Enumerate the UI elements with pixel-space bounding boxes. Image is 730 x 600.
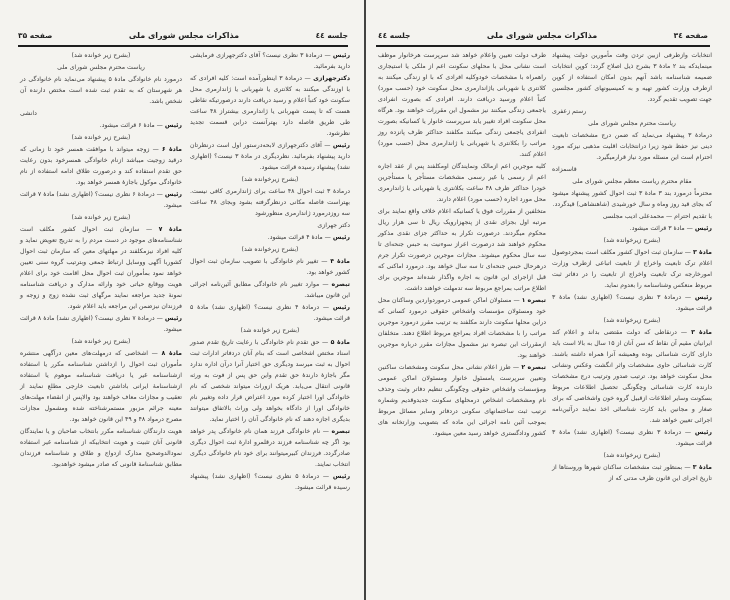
paragraph-text: — مادهٔ ۴ قرائت میشود. [267,234,333,241]
centered-note [552,118,712,129]
paragraph-text: درمورد نام خانوادگی مادهٔ ۵ پیشنهاد می‌نماید نام خانوادگی در هر شهرستان که به تقدم ثبت شده است مختص دارنده آن شخص باشد. [20,76,182,105]
paragraph-text: — موارد تغییر نام خانوادگی مطابق آئین‌نامه اجرائی این قانون میباشد. [190,281,350,299]
paragraph-with-heading [378,362,546,439]
paragraph [552,106,712,117]
paragraph-text: — حق تقدم نام خانوادگی با رعایت تاریخ تقدم صدور اسناد مختص اشخاصی است که بنام آنان دردفاتر ادارات ثبت احوال به ثبت میرسد ودیگری حق اختیار آنرا درآن اداره ندارد مگر باجازهٔ دارندهٔ حق تقدم واین حق پس از فوت به ورثه قانونی انتقال می‌یابد. هریک ازوراث میتواند شخصی که نام خانوادگی اورا اختیار کرده مورد اعتراض قرار داده وتغییر نام خانوادگی اورا از دادگاه بخواهد ولی وراث بالاتفاق میتوانند بدیگری اجازه دهند که نام خانوادگی آنان را اختیار نماید. [190,339,350,423]
paragraph-text: — زوجه میتواند با موافقت همسر خود تا زمانی که درقید زوجیت میباشد ازنام خانوادگی همسرخود بدون رعایت حق تقدم استفاده کند و درصورت طلاق ادامه استفاده از نام خانوادگی موکول باجازهٔ همسر خواهد بود. [20,146,182,186]
paragraph-heading: رئیس [332,52,351,59]
paragraph-with-heading [190,73,350,139]
paragraph-text: (بشرح زیرخوانده شد) [603,237,661,244]
paragraph-heading: رئیس [164,122,182,129]
paragraph-with-heading [378,295,546,361]
paragraph-text: دکتر جهرازی [317,222,350,229]
paragraph-text: رستم زعفری [552,108,587,115]
centered-note [20,336,182,347]
paragraph-text: — درمادهٔ ۴ نظری نیست؟ (اظهاری نشد) مادهٔ ۵ قرائت میشود. [190,304,350,322]
paragraph-with-heading [20,189,182,211]
paragraph-text: محترماً درمورد بند ۳ مادهٔ ۳ ثبت احوال کشور پیشنهاد میشود که بجای قید روز وماه و سال خورشیدی (شاهنشاهی) قیدگردد. [552,190,712,208]
paragraph-text: (بشرح زیرخوانده شد) [603,317,661,324]
right-page-left-column [378,50,546,440]
paragraph-heading: مادهٔ ۳ [692,464,712,471]
header-rule [18,45,348,47]
centered-note [20,50,182,61]
paragraph-text: — درنقاطی که دولت مقتضی بداند و اعلام کند ایرانیان مقیم آن نقاط که سن آنان از ۱۵ سال به بالا است باید دارای کارت شناسائی بوده وهمیشه آنرا همراه داشته باشند. کارت شناسائی حاوی مشخصات واثر انگشت وعکس ونشانی محل سکونت خواهد بود. ترتیب صدور وترتیب درج مشخصات دارنده کارت شناسائی وچگونگی تحصیل اطلاعات مربوط بسکونت وسایر اطلاعات ازقبیل گروه خون واشخاصی که برای صغار و مجانین باید کارت شناسائی اخذ نمایند درآئین‌نامه اجرائی تعیین خواهد شد. [552,329,712,424]
paragraph-text: — درمادهٔ ۳ نظری نیست؟ (اظهاری نشد) مادهٔ ۳ قرائت میشود. [552,429,712,447]
paragraph-heading: تبصره ۱ [521,297,546,304]
paragraph-heading: مادهٔ ۴ [330,258,351,265]
paragraph-text: (بشرح زیر خوانده شد) [71,214,131,221]
paragraph-with-heading [190,232,350,243]
left-page-left-column [20,50,182,471]
paragraph [552,211,712,222]
paragraph-text: — سازمان ثبت احوال کشور مکلف است بمجردوصول اعلام ترک تابعیت واخراج از تابعیت اتباعی ازطرف وزارت امورخارجه ترک تابعیت واخراج از تابعیت را در دفاتر ثبت مربوط منعکس وشناسنامه را بعدوم نماید. [552,249,712,289]
paragraph-text: هویت دارندگان شناسنامه مکرر بانتخاب صاحبان و یا نمایندگان قانونی آنان تثبیت و هویت انتخابیکه از شناسنامه غیر استفاده نمودالدوصحیح مدارک ازدواج و طلاق و شناسنامه فرزندان مطابق شناسنامهٔ قانونی که صادر میشود خواهدبود. [20,428,182,468]
paragraph-with-heading [552,462,712,484]
paragraph-with-heading [552,327,712,426]
centered-note [20,212,182,223]
paragraph-with-heading [190,302,350,324]
page-number: صفحه ۳۵ [18,30,53,40]
paragraph-heading: مادهٔ ۶ [161,146,182,153]
paragraph-heading: دکترجهرازی [313,75,351,82]
paragraph [378,161,546,205]
paragraph-text: دانشی [20,110,37,117]
paragraph-with-heading [190,140,350,173]
right-page-header [378,27,708,43]
session-label: جلسه ٤٤ [315,30,348,40]
paragraph-with-heading [20,224,182,312]
centered-note [20,132,182,143]
paragraph [20,108,182,119]
paragraph-text: طرف دولت تعیین واعلام خواهد شد سرپرست هرخانوار موظف است نشانی محل با محلهای سکونت اعم از ملکی یا استیجاری راهمراه با مشخصات خودوکلیه افرادی که با او زندگی میکنند به کلانتری یا شهربانی یاژاندارمری محل سکونت خود (حسب مورد) کتباً اعلام ورسید دریافت دارند. افرادی که بصورت انفرادی یاجمعی زندگی میکنند نیز مشمول این مقررات خواهند بود. هرگاه محل سکونت افراد تغییر یابد سرپرست خانوار یا کسانیکه بصورت انفرادی یاجمعی زندگی میکنند مکلفند حداکثر ظرف پانزده روز مراتب را بکلانتری یا شهربانی یا ژاندارمری محل (حسب مورد) اعلام کنند. [378,52,546,158]
paragraph-text: — مسئولان اماکن عمومی درموردواردین وساکنان محل خود ومسئولان مؤسسات واشخاص حقوقی درمورد کسانی که دراین محلها سکونت دارند مکلفند به ترتیب مقرر درمورد موجرین مراتب را با مشخصات افراد بمراجع مربوط اطلاع دهند. متخلفان ازمقررات این تبصره نیز مشمول مجازات مقرر درباره موجرین خواهند بود. [377,297,546,359]
paragraph-heading: رئیس [164,191,182,198]
paragraph-heading: تبصره [331,428,350,435]
paragraph-heading: رئیس [694,429,712,436]
paragraph-with-heading [190,426,350,470]
left-page-right-column [190,50,350,494]
centered-note [552,176,712,187]
paragraph-with-heading [20,313,182,335]
paragraph-heading: رئیس [694,294,712,301]
paragraph-text: — نام خانوادگی فرزند همان نام خانوادگی پدر خواهد بود اگر چه شناسنامه فرزند درقلمرو ادارهٔ ثبت احوال دیگری صادرگردد. فرزندان کبیرمیتوانند برای خود نام خانوادگی دیگری انتخاب نمایند. [190,428,350,468]
paragraph-text: قاسمزاده [552,166,577,173]
paragraph-text: — درمادهٔ ۳ نظری نیست؟ آقای دکترجهرازی فرمایشی دارید بفرمائید. [190,52,350,70]
paragraph-text: مقام محترم ریاست معظم مجلس شورای ملی [572,178,692,185]
paragraph-with-heading [190,279,350,301]
paragraph-text: — تغییر نام خانوادگی با تصویب سازمان ثبت احوال کشور خواهد بود. [190,258,350,276]
paragraph-text: درمادهٔ ۳ پیشنهاد می‌نماید که ضمن درج مشخصات تابعیت دینی نیز حفظ شود زیرا درانتخابات اقلیت مذهبی نیزکه مورد احترام است این مسئله مورد نیاز قرارمیگیرد. [552,132,712,161]
paragraph-heading: مادهٔ ۵ [330,339,350,346]
paragraph-text: انتخابات وازطرفی ازبین تردن وقت مأمورین دولت پیشنهاد مینمایدکه بند ۲ مادهٔ ۳ بشرح ذیل اصلاح گردد: کوپن انتخابات ضمیمه شناسنامه باشد آنهم بدون امکان استفاده از کوپن ازطرف وزارت کشور تهیه و به کمیسیونهای کشور مجلسین جهت تصویب تقدیم گردد. [552,52,712,103]
paragraph-with-heading [190,50,350,72]
paragraph-text: (بشرح زیر خوانده شد) [240,327,300,334]
paragraph-text: — درمادهٔ ۵ نظری نیست؟ (اظهاری نشد) پیشنهاد رسیده قرائت میشود. [190,473,350,491]
centered-note [20,62,182,73]
paragraph-text: متخلفین از مقررات فوق یا کسانیکه اعلام خلاف واقع نمایند برای مرتبه اول بجزای نقدی از پنجهزارویک ریال تا سی هزار ریال محکوم میگردند. درصورت تکرار به حداکثر جزای نقدی مذکور محکوم خواهند شد درصورت اعراز سوءنیت به حبس جنحه‌ای تا سه سال محکوم میشوند. مجازات موجرین درصورت تکرار جرم درهرحال حبس جنحه‌ای تا سه سال خواهد بود. درمورد اماکنی که قبل ازاجرای این قانون به اجاره واگذار شده‌اند موجرین برای اطلاع مراتب بمراجع مربوط سه تدمهلت خواهند داشت. [378,208,546,292]
paragraph [552,188,712,210]
centered-note [552,235,712,246]
paragraph [190,186,350,219]
page-title: مذاکرات مجلس شورای ملی [486,30,598,40]
paragraph-heading: رئیس [332,304,350,311]
paragraph-heading: رئیس [332,473,351,480]
paragraph [552,164,712,175]
paragraph-heading: رئیس [694,225,712,232]
paragraph-text: با تقدیم احترام — محمدعلی ادیب مجلسی [602,213,712,220]
paragraph-heading: مادهٔ ۸ [161,350,182,357]
paragraph-with-heading [20,144,182,188]
paragraph-text: — بمنظور ثبت مشخصات ساکنان شهرها وروستاها از تاریخ اجرای این قانون ظرف مدتی که از [552,464,712,482]
session-label: جلسه ٤٤ [378,30,411,40]
left-page-header [18,27,348,43]
paragraph-heading: تبصره ۲ [521,364,546,371]
paragraph-text: — آقای دکترجهرازی لابحه‌درستور اول است درنظرتان دارید پیشنهاد بفرمائید. نظردیگری در مادهٔ ۳ نیست؟ (اظهاری نشد) پیشنهاد رسیده قرائت میشود. [190,142,350,171]
centered-note [552,450,712,461]
paragraph-text: (بشرح زیرخوانده شد) [603,452,661,459]
paragraph [20,74,182,107]
paragraph-text: کلیه موجرین اعم ازمالک ونمایندگان اومکلفند پس از عقد اجاره اعم از رسمی یا غیر رسمی مشخصات مستأجر یا مستأجرین خودرا حداکثر ظرف ۴۸ ساعت بکلانتری یا شهربانی یا ژاندارمری محل مورد اجاره (حسب مورد) اعلام دارند. [378,163,546,203]
paragraph [552,50,712,105]
paragraph [20,426,182,470]
paragraph-with-heading [552,247,712,291]
paragraph-text: — درمادهٔ ۶ نظری نیست؟ (اظهاری نشد) مادهٔ ۷ قرائت میشود. [20,191,182,209]
paragraph-heading: مادهٔ ۳ [691,329,712,336]
paragraph-with-heading [552,223,712,234]
paragraph-text: — طرز اعلام نشانی محل سکونت ومشخصات ساکنین وتعیین سرپرست یامسئول خانوار ومسئولان اماکن عمومی ومؤسسات واشخاص حقوقی وچگونگی تنظیم دفاتر وثبت وحذف نام ومشخصات اشخاص درمحلهای سکونت جدیدوقدیم وشماره ترتیب ثبت ساختمانهای سکونی دردفاتر وسایر مسائل مربوط بموجب آئین نامه اجرائی این ماده که بتصویب وزارتخانه های کشور ودادگستری خواهد رسید معین میشود. [378,364,546,437]
paragraph-text: — اشخاصی که درمهلت‌های معین درآگهی منتشره مأموران ثبت احوال را ازداشتن شناسنامه مکرر یا استفاده ازشناسنامه غیر یا دریافت شناسنامه موهوم یا استفاده ازشناسنامهٔ ایرانی باداشتن تابعیت خارجی مطلع نمایند از تعقیب و مجازات معاف خواهند بود والاپس از انقضاء مهلت‌های معینه جرائم مزبور مستمرشناخته شده ومشمول مجازات مصرح درمواد ۴۸ و ۴۹ این قانون خواهد بود. [20,350,182,423]
page-title: مذاکرات مجلس شورای ملی [128,30,240,40]
centered-note [190,244,350,255]
centered-note [190,174,350,185]
paragraph [190,220,350,231]
right-page [366,0,730,600]
paragraph-text: (بشرح زیرخوانده شد) [241,176,299,183]
paragraph-with-heading [20,348,182,425]
paragraph [378,206,546,294]
paragraph-with-heading [190,471,350,493]
header-rule [376,45,710,47]
paragraph-text: — مادهٔ ۳ قرائت میشود. [629,225,695,232]
page-number: صفحه ۳٤ [673,30,708,40]
paragraph-text: — درمادهٔ ۷ نظری نیست؟ (اظهاری نشد) مادهٔ ۸ قرائت میشود. [20,315,182,333]
paragraph-with-heading [552,427,712,449]
paragraph-text: — درمادهٔ ۳ نظری نیست؟ (اظهاری نشد) مادهٔ ۳ قرائت میشود. [552,294,712,312]
centered-note [552,315,712,326]
paragraph-text: ریاست محترم مجلس شورای ملی [57,64,145,71]
paragraph-text: — درمادهٔ ۳ اینطورآمده است: کلیه افرادی که با اوزندگی میکنند به کلانتری یا شهربانی یا ژاندارمری محل سکونت خود کتباً اعلام و رسید دریافت دارند درصورتیکه نقاطی هست که تا پست شهربانی یا ژاندارمری بیشتراز ۴۸ ساعت طی طریق فاصله دارد بهترآنست دراین قسمت تجدید نظرشود. [190,75,350,137]
paragraph-text: درمادهٔ ۳ ثبت احوال ۴۸ ساعت برای ژاندارمری کافی نیست. بهتراست فاصله مکانی درنظرگرفته بشود وبجای ۴۸ ساعت سه روزدرمورد ژاندارمری منظورشود [190,188,350,217]
paragraph-with-heading [20,120,182,131]
paragraph [552,130,712,163]
paragraph [378,50,546,160]
paragraph-text: (بشرح زیر خوانده شد) [71,134,131,141]
paragraph-with-heading [190,256,350,278]
paragraph-text: — سازمان ثبت احوال کشور مکلف است شناسنامه‌های موجود در دست مردم را به تدریج تعویض نماید و کلیه افراد نیزمکلفند در مهلتهای معین که سازمان ثبت احوال کشوربا آگهی ووسایل ارتباط جمعی وبترتیب گروه سنی تعیین خواهد نمود بمأموران ثبت احوال محل اقامت خود برای اعلام هویت ووقایع حیاتی خود وارائه مدارک و دریافت شناسنامه نمونهٔ جدید مراجعه نمایند مرگهای ثبت نشده زوج و زوجه و فرزندان نیزضمن این مراجعه باید اعلام شود. [20,226,182,310]
paragraph-text: (بشرح زیر خوانده شد) [71,338,131,345]
paragraph-heading: رئیس [164,315,182,322]
paragraph-with-heading [552,292,712,314]
paragraph-text: (بشرح زیر خوانده شد) [71,52,131,59]
paragraph-heading: رئیس [332,142,350,149]
centered-note [190,325,350,336]
paragraph-text: (بشرح زیرخوانده شد) [241,246,299,253]
right-page-right-column [552,50,712,485]
paragraph-heading: رئیس [332,234,350,241]
paragraph-text: — مادهٔ ۶ قرائت میشود. [99,122,165,129]
paragraph-heading: مادهٔ ۷ [158,226,182,233]
paragraph-with-heading [190,337,350,425]
paragraph-heading: تبصره [331,281,350,288]
paragraph-heading: مادهٔ ۳ [693,249,712,256]
paragraph-text: ریاست محترم مجلس شورای ملی [588,120,676,127]
